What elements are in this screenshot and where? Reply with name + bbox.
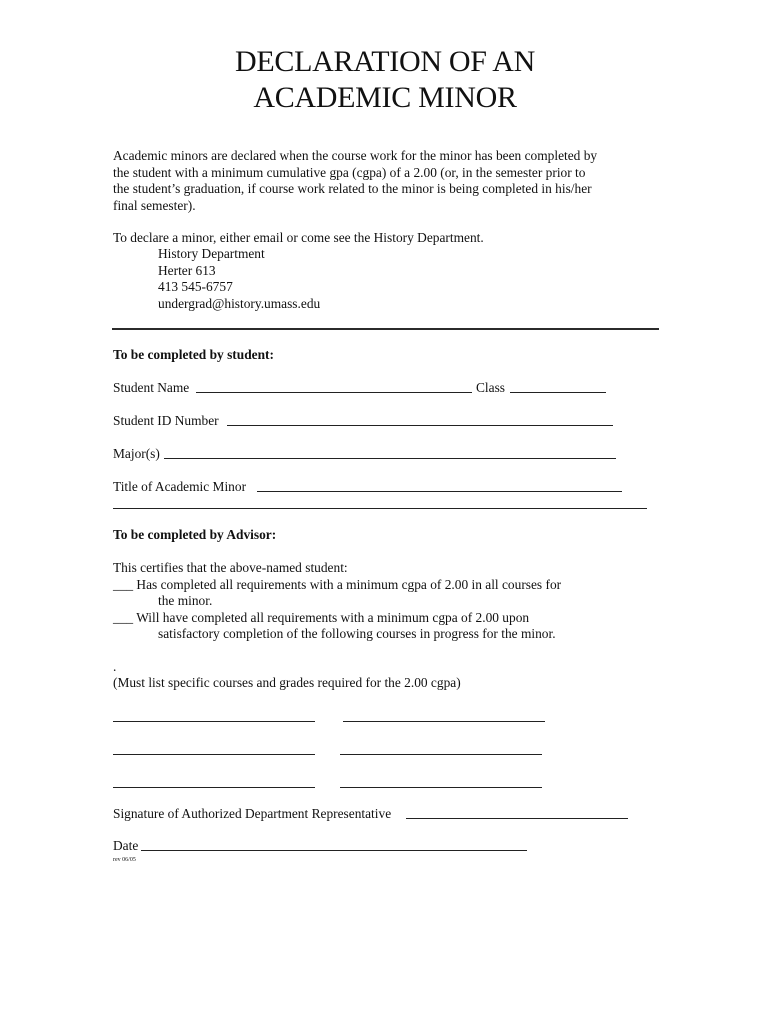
signature-field[interactable]: [406, 818, 628, 819]
intro-line-3: the student’s graduation, if course work related to the minor is being completed in his/her: [113, 181, 592, 196]
major-label: Major(s): [113, 446, 160, 461]
dept-phone: 413 545-6757: [158, 279, 233, 294]
option-will-complete-line-1: ___ Will have completed all requirements with a minimum cgpa of 2.00 upon: [113, 609, 530, 625]
dept-office: Herter 613: [158, 262, 216, 278]
course-field-2[interactable]: [343, 721, 545, 722]
minor-title-field-continued[interactable]: [113, 508, 647, 509]
separator-dot: .: [113, 659, 117, 674]
course-list-instruction: (Must list specific courses and grades required for the 2.00 cgpa): [113, 675, 461, 690]
course-field-1[interactable]: [113, 721, 315, 722]
option-completed-line-2: the minor.: [158, 593, 213, 608]
course-field-4[interactable]: [340, 754, 542, 755]
dept-email: undergrad@history.umass.edu: [158, 295, 321, 311]
course-field-6[interactable]: [340, 787, 542, 788]
option-completed-line-1: ___ Has completed all requirements with a minimum cgpa of 2.00 in all courses for: [113, 576, 562, 592]
date-label: Date: [113, 838, 139, 853]
class-field[interactable]: [510, 392, 606, 393]
page-title-line-2: ACADEMIC MINOR: [253, 81, 517, 114]
option-will-complete-line-2: satisfactory completion of the following courses in progress for the minor.: [158, 626, 556, 641]
revision-note: rev 06/05: [113, 857, 136, 863]
advisor-section-heading: To be completed by Advisor:: [113, 527, 277, 542]
course-field-5[interactable]: [113, 787, 315, 788]
major-field[interactable]: [164, 458, 616, 459]
student-name-field[interactable]: [196, 392, 472, 393]
student-id-field[interactable]: [227, 425, 613, 426]
intro-line-2: the student with a minimum cumulative gpa (cgpa) of a 2.00 (or, in the semester prior to: [113, 164, 586, 180]
date-field[interactable]: [141, 850, 527, 851]
intro-line-4: final semester).: [113, 197, 196, 213]
intro-line-1: Academic minors are declared when the course work for the minor has been completed by: [113, 148, 598, 163]
student-id-label: Student ID Number: [113, 413, 219, 428]
signature-label: Signature of Authorized Department Representative: [113, 806, 392, 821]
dept-name: History Department: [158, 246, 265, 261]
student-section-heading: To be completed by student:: [113, 347, 274, 362]
declare-instruction: To declare a minor, either email or come see the History Department.: [113, 230, 484, 245]
section-divider: [112, 328, 659, 330]
page-title-line-1: DECLARATION OF AN: [235, 45, 535, 78]
minor-title-field[interactable]: [257, 491, 622, 492]
minor-title-label: Title of Academic Minor: [113, 479, 247, 494]
class-label: Class: [476, 380, 506, 395]
certification-statement: This certifies that the above-named student:: [113, 560, 348, 575]
student-name-label: Student Name: [113, 380, 190, 395]
course-field-3[interactable]: [113, 754, 315, 755]
